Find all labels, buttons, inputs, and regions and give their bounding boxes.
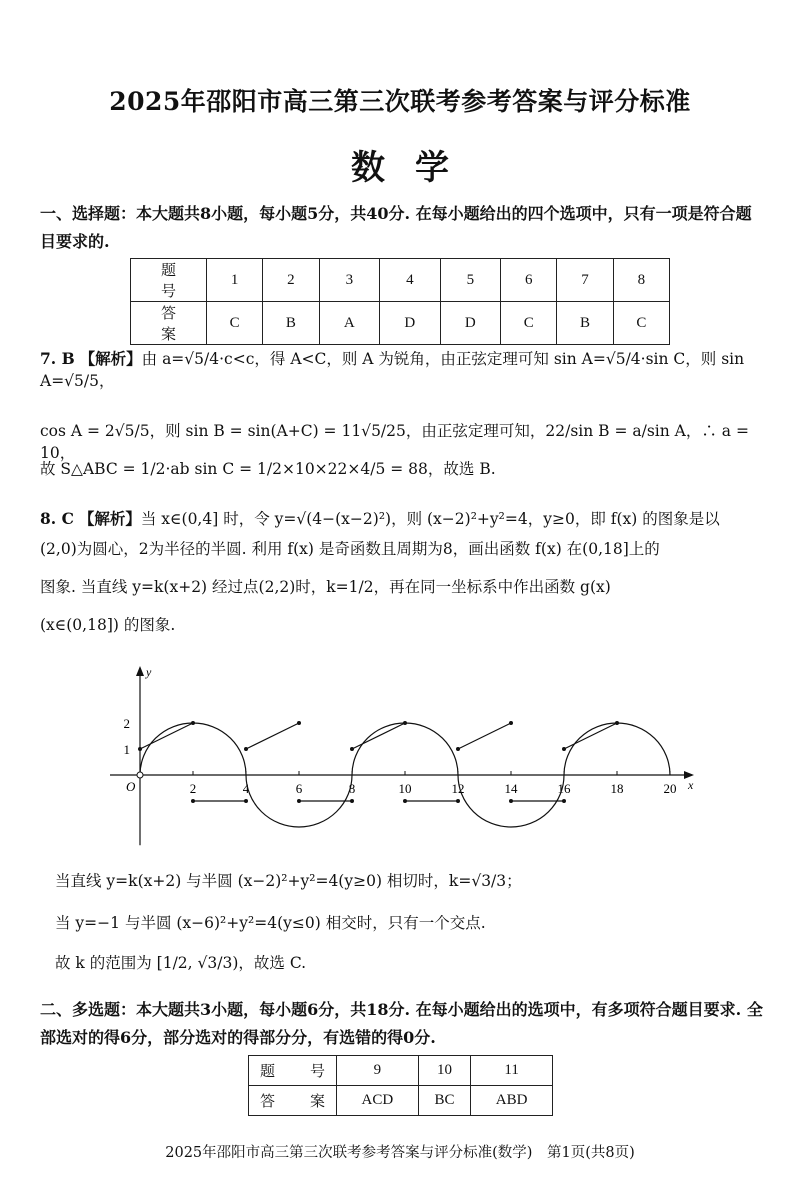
chord-segment <box>564 723 617 749</box>
page-footer: 2025年邵阳市高三第三次联考参考答案与评分标准(数学) 第1页(共8页) <box>165 1145 635 1161</box>
q8-number: 8. C <box>40 509 74 528</box>
q8-line2: (2,0)为圆心，2为半径的半圆. 利用 f(x) 是奇函数且周期为8，画出函数 f(x) 在(0,18]上的 <box>40 540 660 558</box>
table-cell: 3 <box>319 259 380 302</box>
y-axis-arrow <box>136 666 144 676</box>
chord-segment-endpoint <box>138 747 142 751</box>
table-cell: C <box>501 302 557 345</box>
function-graph <box>100 660 700 860</box>
chord-segment <box>140 723 193 749</box>
table-cell: A <box>319 302 380 345</box>
chord-segment-endpoint <box>615 721 619 725</box>
q7-line3: 故 S△ABC = 1/2·ab sin C = 1/2×10×22×4/5 = 88，故选 B. <box>40 460 496 478</box>
q7-number: 7. B <box>40 349 75 368</box>
line-segment-endpoint <box>562 799 566 803</box>
table-header-cell: 题 号 <box>131 259 207 302</box>
q7-line2: cos A = 2√5/5，则 sin B = sin(A+C) = 11√5/25，由正弦定理可知，22/sin B = a/sin A，∴ a = 10， <box>40 422 749 462</box>
x-tick-label: 18 <box>610 781 624 796</box>
semicircle-curve <box>140 723 246 775</box>
origin-label: O <box>126 779 136 794</box>
semicircle-curve <box>352 723 458 775</box>
y-tick-label: 2 <box>123 716 130 731</box>
table-cell: 6 <box>501 259 557 302</box>
x-tick-label: 4 <box>242 781 250 796</box>
chord-segment <box>352 723 405 749</box>
semicircle-curve <box>564 723 670 775</box>
q7-text1: 由 a=√5/4·c<c，得 A<C，则 A 为锐角，由正弦定理可知 sin A=√5/4·sin C，则 sin A=√5/5， <box>40 350 745 390</box>
section2-heading: 二、多选题：本大题共3小题，每小题6分，共18分. 在每小题给出的选项中，有多项符合题目要求. 全部选对的得6分，部分选对的得部分分，有选错的得0分. <box>40 1000 763 1047</box>
table-cell: ACD <box>337 1086 419 1116</box>
table-row <box>249 1056 553 1086</box>
x-tick-label: 16 <box>557 781 571 796</box>
table-cell: D <box>440 302 501 345</box>
table-header-cell: 答 案 <box>131 302 207 345</box>
x-tick-label: 10 <box>398 781 412 796</box>
q8-tag: 【解析】 <box>78 509 141 528</box>
q7-tag: 【解析】 <box>79 349 142 368</box>
x-tick-label: 20 <box>663 781 677 796</box>
table-cell: 7 <box>557 259 613 302</box>
line-segment-endpoint <box>509 799 513 803</box>
table-cell: B <box>263 302 319 345</box>
table-cell: C <box>207 302 263 345</box>
table-cell: C <box>613 302 669 345</box>
line-segment-endpoint <box>297 799 301 803</box>
line-segment-endpoint <box>350 799 354 803</box>
q8-text1: 当 x∈(0,4] 时，令 y=√(4−(x−2)²)，则 (x−2)²+y²=4，y≥0，即 f(x) 的图象是以 <box>140 510 720 528</box>
table-cell: 5 <box>440 259 501 302</box>
x-tick-label: 8 <box>348 781 356 796</box>
q8-line3: 图象. 当直线 y=k(x+2) 经过点(2,2)时，k=1/2，再在同一坐标系中作出函数 g(x) <box>40 578 611 596</box>
q8-after1: 当直线 y=k(x+2) 与半圆 (x−2)²+y²=4(y≥0) 相切时，k=√3/3； <box>55 872 522 890</box>
line-segment-endpoint <box>456 799 460 803</box>
chord-segment-endpoint <box>350 747 354 751</box>
y-axis-label: y <box>146 665 152 679</box>
table-cell: 8 <box>613 259 669 302</box>
line-segment-endpoint <box>297 721 301 725</box>
x-axis-label: x <box>688 778 694 792</box>
line-segment-endpoint <box>244 747 248 751</box>
x-tick-label: 6 <box>295 781 303 796</box>
table-cell: 4 <box>380 259 441 302</box>
answer-table-2 <box>248 1055 553 1116</box>
table-cell: 2 <box>263 259 319 302</box>
table-row <box>131 259 670 302</box>
table-cell: ABD <box>471 1086 553 1116</box>
section1-heading: 一、选择题：本大题共8小题，每小题5分，共40分. 在每小题给出的四个选项中，只有一项是符合题目要求的. <box>40 204 752 251</box>
line-segment-endpoint <box>403 799 407 803</box>
line-segment-endpoint <box>244 799 248 803</box>
y-tick-label: 1 <box>123 742 130 757</box>
line-segment-endpoint <box>456 747 460 751</box>
table-cell: 9 <box>337 1056 419 1086</box>
table-header-cell: 答 案 <box>249 1086 337 1116</box>
q7-line1 <box>40 348 765 392</box>
q8-line4: (x∈(0,18]) 的图象. <box>40 616 176 634</box>
x-tick-label: 2 <box>189 781 197 796</box>
chord-segment-endpoint <box>191 721 195 725</box>
table-cell: 1 <box>207 259 263 302</box>
q8-after3: 故 k 的范围为 [1/2, √3/3)，故选 C. <box>55 954 307 972</box>
line-segment-endpoint <box>191 799 195 803</box>
line-segment-endpoint <box>509 721 513 725</box>
subject-title: 数学 <box>351 148 479 188</box>
line-segment <box>458 723 511 749</box>
table-cell: D <box>380 302 441 345</box>
x-tick-label: 12 <box>451 781 465 796</box>
chord-segment-endpoint <box>403 721 407 725</box>
q8-line1 <box>40 508 765 530</box>
table-row <box>249 1086 553 1116</box>
page-title: 2025年邵阳市高三第三次联考参考答案与评分标准 <box>109 87 691 116</box>
line-segment <box>246 723 299 749</box>
table-row <box>131 302 670 345</box>
origin-open-point <box>137 772 143 778</box>
table-header-cell: 题 号 <box>249 1056 337 1086</box>
chord-segment-endpoint <box>562 747 566 751</box>
q8-after2: 当 y=−1 与半圆 (x−6)²+y²=4(y≤0) 相交时，只有一个交点. <box>55 914 486 932</box>
table-cell: BC <box>418 1086 471 1116</box>
table-cell: B <box>557 302 613 345</box>
table-cell: 11 <box>471 1056 553 1086</box>
answer-table-1 <box>130 258 670 345</box>
table-cell: 10 <box>418 1056 471 1086</box>
x-tick-label: 14 <box>504 781 518 796</box>
